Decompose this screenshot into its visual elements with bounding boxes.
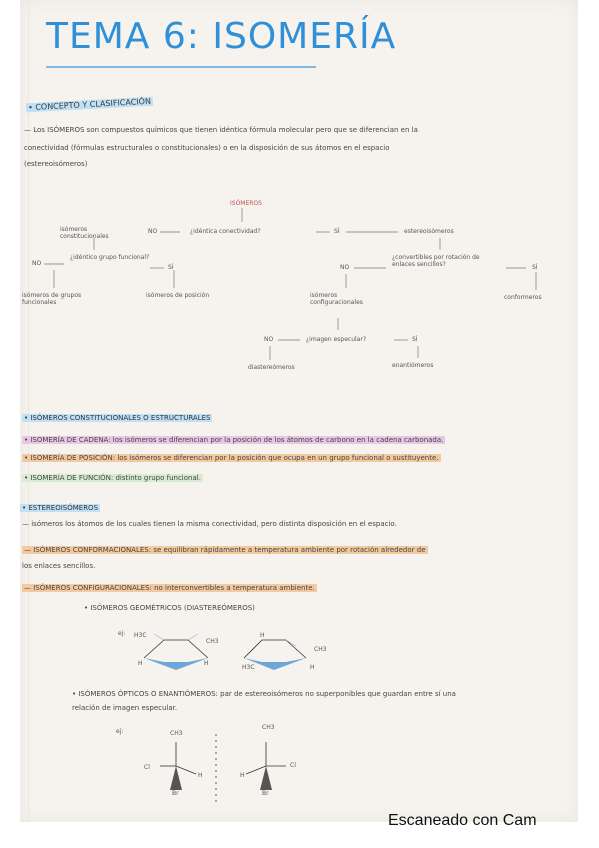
posicion-line: • ISOMERÍA DE POSICIÓN: los isómeros se diferencian por la posición que ocupa en un grupo funcional o sustituyente. xyxy=(24,454,439,462)
tree-connectors xyxy=(20,0,578,420)
mol1-h-right: H xyxy=(204,660,209,667)
cadena-line: • ISOMERÍA DE CADENA: los isómeros se diferencian por la posición de los átomos de carbono en la cadena carbonada. xyxy=(24,436,444,444)
cyclopentane-diagrams xyxy=(124,624,344,680)
tree-leaf-posicion: isómeros de posición xyxy=(146,292,210,299)
tree-si-2: SÍ xyxy=(168,264,174,271)
mol4-cl: Cl xyxy=(290,762,296,769)
tree-si-1: SÍ xyxy=(334,228,340,235)
mol1-ch3: CH3 xyxy=(206,638,219,645)
tree-leaf-diastereomeros: diastereómeros xyxy=(248,364,295,371)
tree-question-imagen: ¿imagen especular? xyxy=(306,336,366,343)
mol2-h-right: H xyxy=(310,664,315,671)
example-label-2: ej: xyxy=(116,728,124,735)
section-heading-estereoisomeros: • ESTEREOISÓMEROS xyxy=(22,504,99,512)
mol4-br: Br xyxy=(262,790,269,797)
tree-no-2: NO xyxy=(32,260,42,267)
tree-leaf-configuracionales: isómeros configuracionales xyxy=(310,292,363,306)
mol2-h3c: H3C xyxy=(242,664,255,671)
mol3-h: H xyxy=(198,772,203,779)
concepto-line-1: — Los ISÓMEROS son compuestos químicos que tienen idéntica fórmula molecular pero que se diferencian en la xyxy=(24,126,418,134)
tree-leaf-conformeros: conformeros xyxy=(504,294,542,301)
example-label-1: ej: xyxy=(118,630,126,637)
tree-si-4: SÍ xyxy=(412,336,418,343)
tree-question-grupo: ¿idéntico grupo funcional? xyxy=(70,254,150,261)
mol1-h-left: H xyxy=(138,660,143,667)
tree-question-rotacion: ¿convertibles por rotación de enlaces sencillos? xyxy=(392,254,480,268)
tree-no-3: NO xyxy=(340,264,350,271)
tree-question-conectividad: ¿idéntica conectividad? xyxy=(190,228,261,235)
geometricos-heading: • ISÓMEROS GEOMÉTRICOS (DIASTEREÓMEROS) xyxy=(84,604,255,612)
mol4-ch3: CH3 xyxy=(262,724,275,731)
section-heading-concepto: • CONCEPTO Y CLASIFICACIÓN xyxy=(27,96,152,113)
mol3-ch3: CH3 xyxy=(170,730,183,737)
notebook-page xyxy=(20,0,578,822)
mol2-h: H xyxy=(260,632,265,639)
scanner-watermark: Escaneado con Cam xyxy=(388,812,537,829)
tree-no-4: NO xyxy=(264,336,274,343)
tree-leaf-enantiomeros: enantiómeros xyxy=(392,362,434,369)
concepto-line-2: conectividad (fórmulas estructurales o constitucionales) o en la disposición de sus átomos en el espacio xyxy=(24,144,390,152)
page-title: TEMA 6: ISOMERÍA xyxy=(46,16,397,57)
mol1-h3c: H3C xyxy=(134,632,147,639)
section-heading-constitucionales: • ISÓMEROS CONSTITUCIONALES O ESTRUCTURALES xyxy=(24,414,211,422)
tree-no-1: NO xyxy=(148,228,158,235)
estereo-line-4: — ISÓMEROS CONFIGURACIONALES: no interconvertibles a temperatura ambiente. xyxy=(24,584,315,592)
mol3-br: Br xyxy=(172,790,179,797)
enantiomer-diagrams xyxy=(130,726,330,806)
concepto-line-3: (estereoisómeros) xyxy=(24,160,88,168)
funcion-line: • ISOMERÍA DE FUNCIÓN: distinto grupo funcional. xyxy=(24,474,201,482)
mol4-h: H xyxy=(240,772,245,779)
tree-root: ISÓMEROS xyxy=(230,200,262,207)
tree-leaf-grupos: isómeros de grupos funcionales xyxy=(22,292,82,306)
tree-node-constitucionales: isómeros constitucionales xyxy=(60,226,109,240)
estereo-line-2: — ISÓMEROS CONFORMACIONALES: se equilibran rápidamente a temperatura ambiente por rotación alrededor de xyxy=(24,546,426,554)
mol3-cl: Cl xyxy=(144,764,150,771)
tree-node-estereoisomeros: estereoisómeros xyxy=(404,228,454,235)
estereo-line-1: — isómeros los átomos de los cuales tienen la misma conectividad, pero distinta disposición en el espacio. xyxy=(22,520,397,528)
estereo-line-3: los enlaces sencillos. xyxy=(22,562,96,570)
opticos-line-2: relación de imagen especular. xyxy=(72,704,178,712)
opticos-line-1: • ISÓMEROS ÓPTICOS O ENANTIÓMEROS: par de estereoisómeros no superponibles que guardan entre sí una xyxy=(72,690,456,698)
mol2-ch3: CH3 xyxy=(314,646,327,653)
tree-si-3: SÍ xyxy=(532,264,538,271)
